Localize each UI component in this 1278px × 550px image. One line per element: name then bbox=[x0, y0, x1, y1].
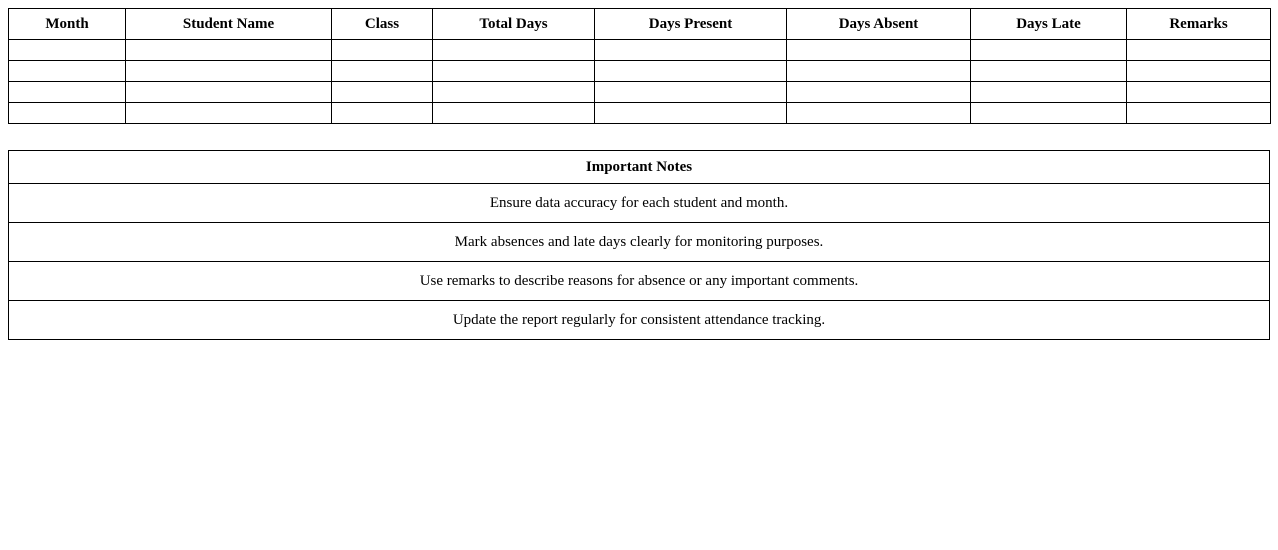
cell-total-days[interactable] bbox=[433, 103, 595, 124]
cell-days-present[interactable] bbox=[595, 40, 787, 61]
cell-days-absent[interactable] bbox=[787, 61, 971, 82]
cell-student-name[interactable] bbox=[126, 61, 332, 82]
cell-remarks[interactable] bbox=[1127, 61, 1271, 82]
important-notes-section bbox=[8, 150, 1270, 340]
table-row bbox=[9, 103, 1271, 124]
cell-month[interactable] bbox=[9, 61, 126, 82]
notes-row bbox=[9, 223, 1270, 262]
cell-days-late[interactable] bbox=[971, 82, 1127, 103]
cell-student-name[interactable] bbox=[126, 40, 332, 61]
cell-days-present[interactable] bbox=[595, 61, 787, 82]
cell-remarks[interactable] bbox=[1127, 40, 1271, 61]
column-header-month: Month bbox=[9, 9, 126, 40]
cell-days-late[interactable] bbox=[971, 40, 1127, 61]
cell-days-absent[interactable] bbox=[787, 40, 971, 61]
cell-class[interactable] bbox=[332, 103, 433, 124]
table-row bbox=[9, 61, 1271, 82]
cell-class[interactable] bbox=[332, 61, 433, 82]
notes-row bbox=[9, 301, 1270, 340]
table-row bbox=[9, 40, 1271, 61]
cell-total-days[interactable] bbox=[433, 82, 595, 103]
cell-total-days[interactable] bbox=[433, 40, 595, 61]
cell-student-name[interactable] bbox=[126, 82, 332, 103]
column-header-class: Class bbox=[332, 9, 433, 40]
cell-days-late[interactable] bbox=[971, 61, 1127, 82]
column-header-total-days: Total Days bbox=[433, 9, 595, 40]
cell-student-name[interactable] bbox=[126, 103, 332, 124]
notes-title-row bbox=[9, 151, 1270, 184]
column-header-days-absent: Days Absent bbox=[787, 9, 971, 40]
column-header-days-present: Days Present bbox=[595, 9, 787, 40]
column-header-student-name: Student Name bbox=[126, 9, 332, 40]
cell-total-days[interactable] bbox=[433, 61, 595, 82]
notes-title: Important Notes bbox=[9, 151, 1270, 184]
cell-days-present[interactable] bbox=[595, 103, 787, 124]
column-header-remarks: Remarks bbox=[1127, 9, 1271, 40]
cell-days-present[interactable] bbox=[595, 82, 787, 103]
cell-month[interactable] bbox=[9, 82, 126, 103]
note-item: Mark absences and late days clearly for monitoring purposes. bbox=[9, 223, 1270, 262]
column-header-days-late: Days Late bbox=[971, 9, 1127, 40]
cell-days-late[interactable] bbox=[971, 103, 1127, 124]
cell-class[interactable] bbox=[332, 40, 433, 61]
note-item: Use remarks to describe reasons for absence or any important comments. bbox=[9, 262, 1270, 301]
cell-remarks[interactable] bbox=[1127, 103, 1271, 124]
note-item: Update the report regularly for consistent attendance tracking. bbox=[9, 301, 1270, 340]
table-row bbox=[9, 82, 1271, 103]
cell-days-absent[interactable] bbox=[787, 82, 971, 103]
cell-class[interactable] bbox=[332, 82, 433, 103]
attendance-table bbox=[8, 8, 1271, 124]
cell-month[interactable] bbox=[9, 40, 126, 61]
cell-days-absent[interactable] bbox=[787, 103, 971, 124]
note-item: Ensure data accuracy for each student and month. bbox=[9, 184, 1270, 223]
table-header-row bbox=[9, 9, 1271, 40]
cell-remarks[interactable] bbox=[1127, 82, 1271, 103]
notes-row bbox=[9, 184, 1270, 223]
notes-row bbox=[9, 262, 1270, 301]
important-notes-table bbox=[8, 150, 1270, 340]
cell-month[interactable] bbox=[9, 103, 126, 124]
